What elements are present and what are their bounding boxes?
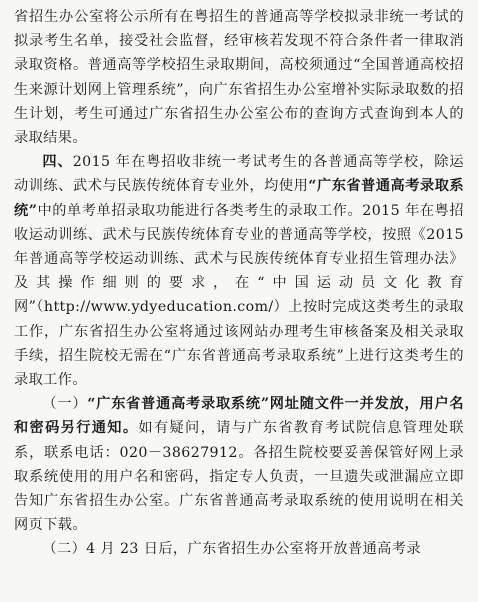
system-name-emphasis: “广东省普通高考录取系统” bbox=[14, 178, 464, 219]
section-number: 四、 bbox=[42, 154, 73, 171]
item-number: （一） bbox=[42, 396, 88, 413]
paragraph-text: 如有疑问，请与广东省教育考试院信息管理处联系，联系电话：020－38627912。各招生院校要妥善保管好网上录取系统使用的用户名和密码，指定专人负责，一旦遗失或泄漏应立即告知广东省招生办公室。广东省普通高考录取系统的使用说明在相关网页下载。 bbox=[14, 420, 464, 534]
paragraph-section-four bbox=[14, 150, 464, 392]
paragraph-text: （二）4 月 23 日后，广东省招生办公室将开放普通高考录 bbox=[42, 541, 421, 558]
paragraph-text: 省招生办公室将公示所有在粤招生的普通高等学校拟录非统一考试的拟录考生名单，接受社会监督，经审核若发现不符合条件者一律取消录取资格。普通高等学校招生录取期间，高校须通过“全国普通高校招生来源计划网上管理系统”，向广东省招生办公室增补实际录取数的招生计划，考生可通过广东省招生办公室公布的查询方式查询到本人的录取结果。 bbox=[14, 9, 464, 147]
paragraph-text: 2015 年在粤招收非统一考试考生的各普通高等学校，除运动训练、武术与民族传统体育专业外，均使用 bbox=[14, 154, 464, 195]
paragraph-item-one bbox=[14, 392, 464, 537]
system-notice-emphasis: “广东省普通高考录取系统”网址随文件一并发放，用户名和密码另行通知。 bbox=[14, 396, 464, 437]
paragraph-text: 中的单考单招录取功能进行各类考生的录取工作。2015 年在粤招收运动训练、武术与民族传统体育专业的普通高等学校，按照《2015 年普通高等学校运动训练、武术与民族传统体育专业招生管理办法》及其操作细则的要求，在“中国运动员文化教育网”（http://www.ydyeducation.com/）上按时完成这类考生的录取工作，广东省招生办公室将通过该网站办理考生审核备案及相关录取手续，招生院校无需在“广东省普通高考录取系统”上进行这类考生的录取工作。 bbox=[14, 202, 464, 389]
paragraph-item-two bbox=[14, 537, 464, 561]
paragraph-admission-publicity bbox=[14, 5, 464, 150]
